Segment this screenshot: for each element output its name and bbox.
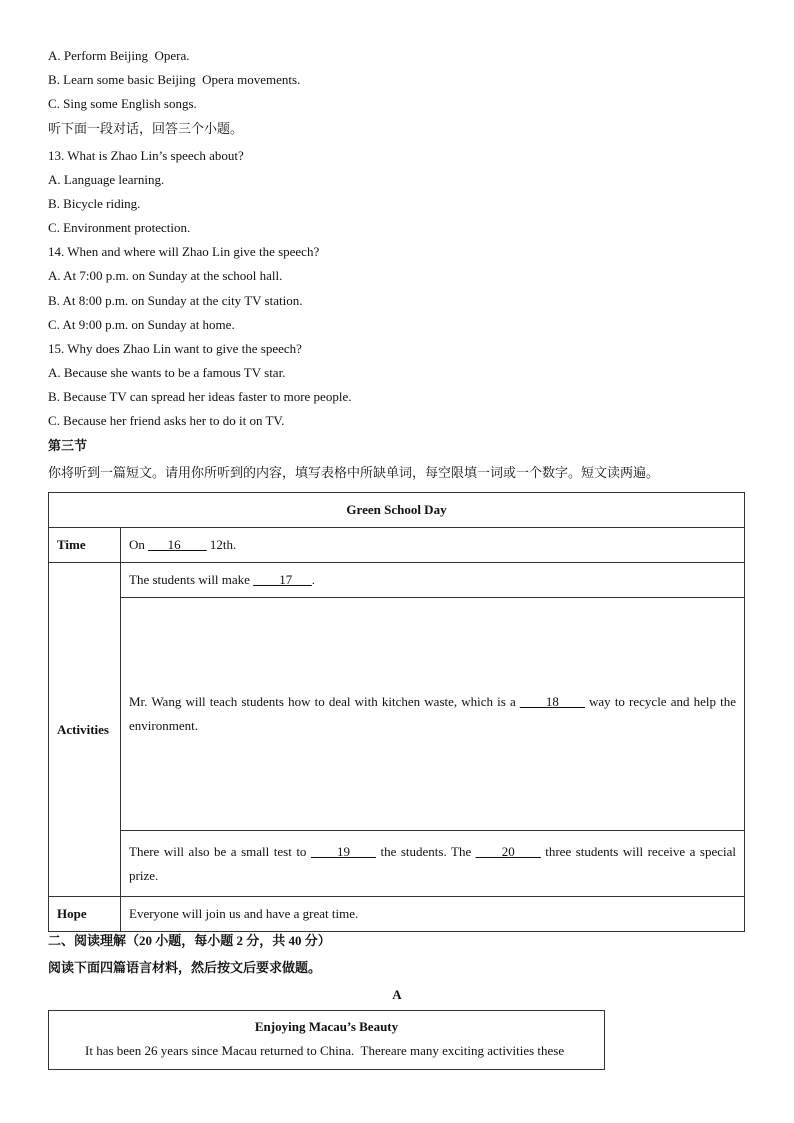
time-prefix: On [129, 537, 149, 552]
blank-18[interactable]: ____18____ [519, 694, 585, 709]
reading-part-title: 二、阅读理解（20 小题，每小题 2 分，共 40 分） [48, 933, 331, 948]
time-suffix: 12th. [206, 537, 237, 552]
passage-title: Enjoying Macau’s Beauty [254, 1019, 399, 1034]
q15-question: 15. Why does Zhao Lin want to give the speech? [48, 341, 302, 356]
reading-instruction: 阅读下面四篇语言材料，然后按文后要求做题。 [48, 960, 322, 975]
activity-2-cell [121, 598, 745, 831]
activities-label: Activities [49, 563, 121, 897]
activity-2-suffix: way to recycle and help the environment. [129, 694, 737, 733]
activity-2-prefix: Mr. Wang will teach students how to deal with kitchen waste, which is a [129, 694, 520, 709]
passage-a-box [48, 1010, 605, 1070]
q15-option-b: B. Because TV can spread her ideas faster to more people. [48, 389, 352, 404]
blank-17[interactable]: ____17___ [253, 572, 312, 587]
blank-19[interactable]: ____19____ [310, 843, 376, 859]
q15-option-c: C. Because her friend asks her to do it on TV. [48, 413, 285, 428]
q14-question: 14. When and where will Zhao Lin give the speech? [48, 244, 320, 259]
activity-1-cell [121, 563, 745, 598]
q13-question: 13. What is Zhao Lin’s speech about? [48, 148, 244, 163]
time-label: Time [49, 528, 121, 563]
q14-option-b: B. At 8:00 p.m. on Sunday at the city TV station. [48, 293, 303, 308]
q14-option-a: A. At 7:00 p.m. on Sunday at the school hall. [48, 268, 283, 283]
q13-option-b: B. Bicycle riding. [48, 196, 141, 211]
q14-option-c: C. At 9:00 p.m. on Sunday at home. [48, 317, 235, 332]
q12-option-b: B. Learn some basic Beijing Opera movements. [48, 72, 301, 87]
q13-option-a: A. Language learning. [48, 172, 165, 187]
activity-3-suffix: three students will receive a special prize. [129, 843, 737, 883]
activity-row-2 [49, 598, 745, 831]
section3-heading: 第三节 [48, 438, 88, 453]
q12-option-a: A. Perform Beijing Opera. [48, 48, 190, 63]
hope-row [49, 897, 745, 932]
green-school-day-table [48, 492, 745, 932]
passage-first-line: It has been 26 years since Macau returned to China. Thereare many exciting activities these [85, 1043, 565, 1058]
blank-20[interactable]: ____20____ [475, 843, 541, 859]
activity-1-prefix: The students will make [129, 572, 254, 587]
passage-letter: A [392, 987, 402, 1002]
activity-row-1 [49, 563, 745, 598]
time-row [49, 528, 745, 563]
table-title: Green School Day [49, 493, 745, 528]
activity-row-3 [49, 831, 745, 897]
q15-option-a: A. Because she wants to be a famous TV star. [48, 365, 286, 380]
table-title-row [49, 493, 745, 528]
activity-1-suffix: . [311, 572, 315, 587]
activity-3-middle: the students. The [375, 843, 476, 859]
q12-option-c: C. Sing some English songs. [48, 96, 197, 111]
q13-option-c: C. Environment protection. [48, 220, 191, 235]
hope-text: Everyone will join us and have a great time. [121, 897, 745, 932]
dialogue-instruction: 听下面一段对话，回答三个小题。 [48, 121, 244, 136]
time-cell [121, 528, 745, 563]
hope-label: Hope [49, 897, 121, 932]
activity-3-cell [121, 831, 745, 897]
section3-instruction: 你将听到一篇短文。请用你所听到的内容，填写表格中所缺单词，每空限填一词或一个数字。短文读两遍。 [48, 465, 660, 480]
blank-16[interactable]: ___16____ [148, 537, 207, 552]
activity-3-prefix: There will also be a small test to [129, 843, 311, 859]
